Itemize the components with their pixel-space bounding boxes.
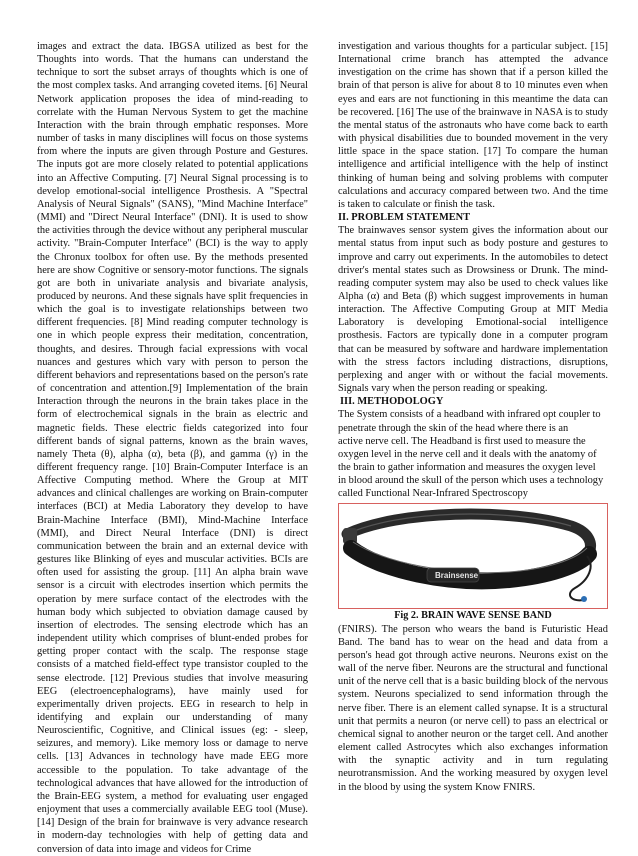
methodology-line: called Functional Near-Infrared Spectroscopy — [338, 488, 528, 500]
headband-image — [339, 504, 607, 608]
methodology-line: the brain to gather information and measures the oxygen level — [338, 462, 596, 473]
band-logo-text: Brainsense — [435, 571, 479, 581]
figure-brain-wave-band — [338, 503, 608, 609]
methodology-text — [338, 408, 608, 500]
methodology-line: The System consists of a headband with infrared opt coupler to — [338, 409, 601, 421]
methodology-line: oxygen level in the nerve cell and it deals with the anatomy of — [338, 448, 597, 460]
problem-statement-paragraph: The brainwaves sensor system gives the information about our mental status from input such as body posture and gestures to improve and carry out experiments. In the automobiles to detect driver's mental states such as Drowsiness or Drunk. The mind-reading computer system may also be used to check values like Alpha (α) and Beta (β) which suggest improvements in human interaction. The Affective Computing Group at MIT Media Laboratory is developing Emotional-social intelligence prosthesis. Factors are typically done in a computer program that can be measured by software and hardware implementation with the stress factors including distractions, disruptions, perplexing and anger with or without the facial movements. Signals vary when the person reading or speaking. — [338, 225, 608, 395]
right-column — [338, 40, 608, 794]
cable-connector — [581, 596, 587, 602]
methodology-line: penetrate through the skin of the head where there is an — [338, 422, 569, 434]
closing-paragraph: (FNIRS). The person who wears the band is Futuristic Head Band. The band has to wear on the head and data from a person's head got through active neurons. Neurons exist on the wall of the nerve fiber. Neurons are the structural and functional unit of the nerve cell that is a basic building block of the nervous system. Neurons specialized to send information through the nerve fiber. There is an element called synapse. It is a structural unit that permits a neuron (or nerve cell) to pass an electrical or chemical signal to another neuron or the target cell. And another element called Astrocytes which also exchanges information with the synaptic activity and in turn regulating neurotransmission. And the working measured by oxygen level in the blood by using the system Know FNIRS. — [338, 623, 608, 793]
section-heading-methodology: III. METHODOLOGY — [340, 396, 444, 408]
methodology-line: in blood around the skull of the person which uses a technology — [338, 475, 604, 487]
section-heading-problem-statement: II. PROBLEM STATEMENT — [338, 212, 471, 224]
methodology-line: active nerve cell. The Headband is first used to measure the — [338, 435, 586, 447]
band-back-strap — [347, 514, 590, 556]
figure-caption: Fig 2. BRAIN WAVE SENSE BAND — [394, 610, 552, 622]
left-column — [37, 40, 308, 856]
intro-paragraph: investigation and various thoughts for a particular subject. [15] International crime branch has attempted the advance investigation on the crime has shown that if a person killed the brain of that person is alive for about 8 to 10 minutes even when eyes and ears are not functioning in this meantime the data can be recovered. [16] The use of the brainwave in NASA is to study the mental status of the astronauts who have come back to earth with physical disabilities due to bounded movement in the very little space in the space station. [17] To compare the human intelligence and artificial intelligence with the help of instinct thinking of human being and solving problems with computer calculations and accuracy compared between two. And the time is taken to calculate or finish the task. — [338, 41, 608, 210]
left-body-paragraph: images and extract the data. IBGSA utilized as best for the Thoughts into words. That the humans can understand the technique to sort the subset arrays of thoughts which is one of the most complex tasks. And arranging coveted items. [6] Neural Network application proposes the idea of mind-reading to correlate with the Human Nervous System to get the machine Interaction with the brain through emphatic responses. More number of tasks in many disciplines will focus on those systems from where the inputs are given through Posture and Gestures. The inputs got are more closely related to potential applications into an Affective Computing. [7] Neural Signal processing is to develop emotional-social intelligence Prosthesis. A "Spectral Analysis of Neural Signals" (SANS), "Mind Machine Interface" (MMI) and "Direct Neural Interface" (DNI). It is used to show the activities through the device without any peripheral muscular activity. "Brain-Computer Interface" (BCI) is the way to apply the Chronux toolbox for often use. By the methods presented here are show Cognitive or sensory-motor functions. The signals got are both in univariate analysis and bivariate analysis, produced by neurons. And these signals have split frequencies in which the goal is to investigate relationships between two different frequencies. [8] Mind reading computer technology is one in which people express their meditation, concentration, thoughts, and desires. Through facial expressions with vocal nuances and gestures which vary with person to person the different behaviors and representations based on the person's rate of concentration and attention.[9] Implementation of the brain Interaction through the neurons in the brain takes place in the form of electrochemical signals in the brain as electric and magnetic fields. These electric fields categorized into four different bands of signal patterns, known as the brain waves, namely Theta (θ), alpha (α), beta (β), and gamma (γ) in the different frequency range. [10] Brain-Computer Interface is an Affective Computing method. Where the Group at MIT advances and clinical challenges are working on Brain-computer interfaces (BCI) at Media Laboratory they develop to have Brain-Machine Interface (BMI), Mind-Machine Interface (MMI), and Direct Neural Interface (DNI) is direct communication between the brain and an external device with gestures like Blinking of eyes and muscular activities. BCIs are often used for assisting the group. [11] An alpha brain wave sensor is a circuit with electrodes insertion which permits the operation by mere surface contact of the electrodes with the human body which subjected to obviation damage caused by insertion of electrodes. The sensing electrode which has an independent utility which comprises of blunt-ended probes for getting proper contact with the scalp. The response stage consists of a matched field-effect type transistor coupled to the sense electrode. [12] Previous studies that involve measuring EEG (electroencephalograms), have mainly used for experimentally driven projects. EEG in research to help in identifying and explain our understanding of many Neuroscientific, Cognitive, and Clinical issues (eg: - sleep, seizures, and memory). Like memory loss or damage to nerve cells. [13] Advances in technology have made EEG more accessible to the population. To take advantage of the technological advances that have allowed for the introduction of the Brain-EEG system, a method for evaluating user engaged enjoyment that uses a commercially available EEG tool (Muse). [14] Design of the brain for brainwave is very advance research in modern-day technologies with help of getting data and conversion of data into image and videos for Crime — [37, 41, 308, 855]
